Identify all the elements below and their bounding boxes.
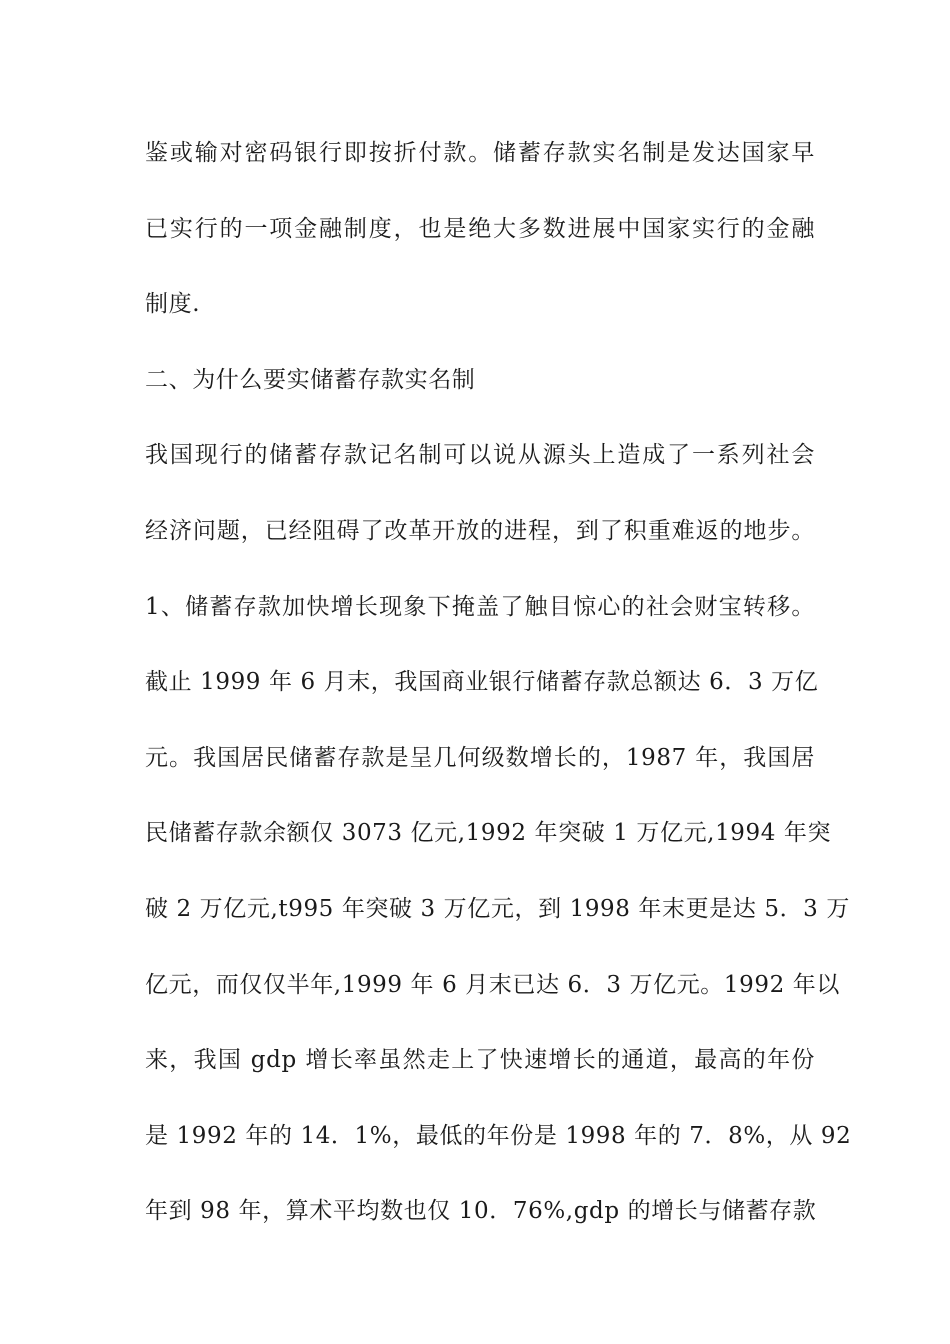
body-text — [145, 133, 852, 1267]
text-line: 民储蓄存款余额仅 3073 亿元,1992 年突破 1 万亿元,1994 年突 — [145, 820, 832, 847]
text-line: 制度. — [145, 291, 201, 318]
text-line: 是 1992 年的 14．1%，最低的年份是 1998 年的 7．8%，从 92 — [145, 1122, 852, 1149]
text-line: 来，我国 gdp 增长率虽然走上了快速增长的通道，最高的年份 — [145, 1047, 815, 1074]
text-line: 已实行的一项金融制度，也是绝大多数进展中国家实行的金融 — [145, 215, 815, 242]
text-line: 经济问题，已经阻碍了改革开放的进程，到了积重难返的地步。 — [145, 517, 815, 544]
text-line: 年到 98 年，算术平均数也仅 10．76%,gdp 的增长与储蓄存款 — [145, 1198, 817, 1225]
text-line: 元。我国居民储蓄存款是呈几何级数增长的，1987 年，我国居 — [145, 744, 815, 771]
section-heading: 二、为什么要实储蓄存款实名制 — [145, 366, 476, 393]
text-line: 我国现行的储蓄存款记名制可以说从源头上造成了一系列社会 — [145, 442, 815, 469]
text-line: 鉴或输对密码银行即按折付款。储蓄存款实名制是发达国家早 — [145, 140, 815, 166]
text-line: 亿元，而仅仅半年,1999 年 6 月末已达 6．3 万亿元。1992 年以 — [145, 971, 840, 998]
text-line: 破 2 万亿元,t995 年突破 3 万亿元，到 1998 年末更是达 5．3 万 — [145, 895, 850, 922]
text-line: 截止 1999 年 6 月末，我国商业银行储蓄存款总额达 6．3 万亿 — [145, 669, 819, 696]
text-line: 1、储蓄存款加快增长现象下掩盖了触目惊心的社会财宝转移。 — [145, 593, 815, 620]
